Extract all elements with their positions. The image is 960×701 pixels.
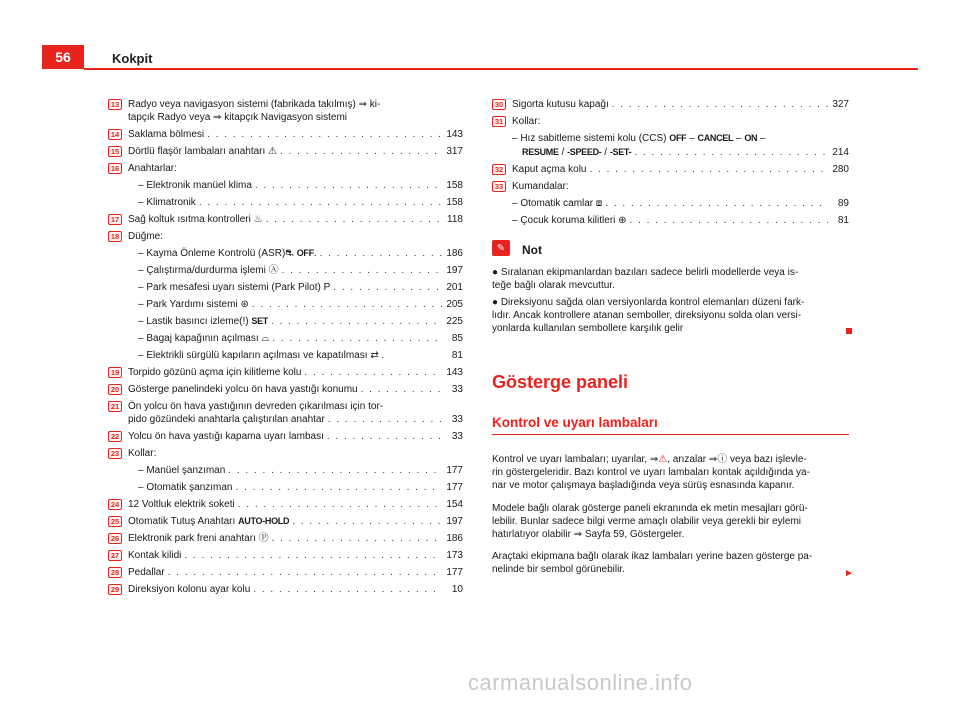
paragraph-line: nar ve motor çalışmaya başladığında veya sürüş esnasında kapanır. bbox=[492, 480, 795, 491]
sub-label: – Çocuk koruma kilitleri bbox=[512, 215, 616, 226]
paragraph-line: nelinde bir sembol görünebilir. bbox=[492, 564, 625, 575]
note-bullet-2 bbox=[492, 296, 849, 335]
page-ref[interactable]: 85 bbox=[451, 333, 463, 344]
leader-dots bbox=[252, 298, 442, 311]
page-ref[interactable]: 143 bbox=[446, 129, 463, 140]
separator: – bbox=[733, 133, 745, 144]
sub-label: – Park Yardımı sistemi bbox=[138, 299, 238, 310]
item-number-badge: 23 bbox=[108, 448, 122, 459]
item-number-badge: 17 bbox=[108, 214, 122, 225]
item-label: Anahtarlar: bbox=[128, 163, 177, 174]
toc-line bbox=[128, 128, 463, 141]
toc-subline bbox=[138, 298, 463, 311]
item-label: Sağ koltuk ısıtma kontrolleri bbox=[128, 214, 251, 225]
leader-dots bbox=[280, 145, 442, 158]
item-number-badge: 19 bbox=[108, 367, 122, 378]
page-ref[interactable]: 154 bbox=[446, 499, 463, 510]
item-number-badge: 27 bbox=[108, 550, 122, 561]
toc-line bbox=[512, 115, 849, 128]
page-ref[interactable]: 81 bbox=[837, 215, 849, 226]
page-ref[interactable]: 186 bbox=[446, 533, 463, 544]
set-badge: -SET- bbox=[609, 147, 632, 157]
item-number-badge: 29 bbox=[108, 584, 122, 595]
sub-label: – Çalıştırma/durdurma işlemi bbox=[138, 265, 266, 276]
page-header-title: Kokpit bbox=[112, 51, 153, 66]
toc-line bbox=[128, 515, 463, 528]
off-badge: OFF bbox=[669, 133, 687, 143]
header-divider bbox=[84, 68, 918, 70]
text-span: Kontrol ve uyarı lambaları; uyarılar, ⇒ bbox=[492, 454, 659, 465]
leader-dots bbox=[253, 583, 442, 596]
sub-label: – Elektronik manüel klima bbox=[138, 180, 252, 191]
item-label: Dörtlü flaşör lambaları anahtarı bbox=[128, 146, 266, 157]
off-badge: OFF bbox=[296, 248, 314, 258]
paragraph-line: Araçtaki ekipmana bağlı olarak ikaz lambaları yerine bazen gösterge pa- bbox=[492, 551, 813, 562]
toc-line bbox=[128, 566, 463, 579]
toc-subline bbox=[512, 132, 849, 145]
asr-skid-icon: ⛐ bbox=[285, 248, 294, 259]
toc-subline bbox=[138, 315, 463, 328]
item-label: Kollar: bbox=[512, 116, 541, 127]
item-label: Kaput açma kolu bbox=[512, 164, 587, 175]
speed-badge: -SPEED- bbox=[567, 147, 602, 157]
toc-line bbox=[128, 230, 463, 243]
leader-dots bbox=[271, 315, 442, 328]
section-end-marker bbox=[846, 328, 852, 334]
item-number-badge: 33 bbox=[492, 181, 506, 192]
toc-subline: – Kayma Önleme Kontrolü (ASR)⛐ OFF. . . . 186 bbox=[138, 247, 463, 260]
page-ref[interactable]: 33 bbox=[451, 431, 463, 442]
item-label: Pedallar bbox=[128, 567, 165, 578]
leader-dots bbox=[320, 247, 442, 260]
item-text bbox=[128, 98, 463, 124]
watermark: carmanualsonline.info bbox=[468, 670, 693, 695]
text-span: , arızalar ⇒ bbox=[667, 454, 718, 465]
toc-subline bbox=[512, 214, 849, 227]
power-window-icon: ⧈ bbox=[595, 198, 603, 209]
item-number-badge: 24 bbox=[108, 499, 122, 510]
park-assist-icon: ⊛ bbox=[240, 299, 249, 310]
leader-dots bbox=[634, 146, 828, 159]
leader-dots bbox=[292, 515, 442, 528]
note-title: Not bbox=[522, 243, 542, 257]
sub-label: – Hız sabitleme sistemi kolu (CCS) bbox=[512, 133, 667, 144]
page-ref[interactable]: 177 bbox=[446, 465, 463, 476]
note-icon: ✎ bbox=[492, 240, 510, 256]
leader-dots bbox=[304, 366, 442, 379]
page-ref[interactable]: 158 bbox=[446, 197, 463, 208]
leader-dots bbox=[272, 532, 442, 545]
text-span: veya bazı işlevle- bbox=[727, 454, 807, 465]
leader-dots bbox=[255, 179, 442, 192]
item-label: Kontak kilidi bbox=[128, 550, 182, 561]
toc-subline bbox=[138, 481, 463, 494]
sub-label: – Otomatik şanzıman bbox=[138, 482, 233, 493]
leader-dots bbox=[327, 430, 442, 443]
toc-line bbox=[512, 98, 849, 111]
page-ref[interactable]: 186 bbox=[446, 248, 463, 259]
separator: – bbox=[757, 133, 766, 144]
section-title: Gösterge paneli bbox=[492, 372, 629, 392]
paragraph-line: rin göstergeleridir. Bazı kontrol ve uyarı lambaları kontak açıldığında ya- bbox=[492, 467, 810, 478]
item-number-badge: 15 bbox=[108, 146, 122, 157]
toc-line bbox=[128, 583, 463, 596]
tailgate-icon: ⌓ bbox=[261, 333, 270, 344]
subsection-title: Kontrol ve uyarı lambaları bbox=[492, 415, 658, 430]
item-label: Elektronik park freni anahtarı bbox=[128, 533, 256, 544]
item-label: Gösterge panelindeki yolcu ön hava yastığı konumu bbox=[128, 384, 358, 395]
toc-line bbox=[128, 383, 463, 396]
page-ref[interactable]: 280 bbox=[832, 164, 849, 175]
toc-subline: – Elektrikli sürgülü kapıların açılması ve kapatılması ⇄ . 81 bbox=[138, 350, 463, 361]
leader-dots bbox=[630, 214, 828, 227]
note-bullet-1 bbox=[492, 266, 849, 292]
paragraph-1 bbox=[492, 453, 849, 492]
item-number-badge: 14 bbox=[108, 129, 122, 140]
page-ref[interactable]: 10 bbox=[451, 584, 463, 595]
leader-dots bbox=[168, 566, 442, 579]
separator: / bbox=[558, 147, 568, 158]
leader-dots bbox=[266, 213, 442, 226]
paragraph-line bbox=[492, 453, 849, 466]
item-text bbox=[128, 400, 463, 413]
page-ref[interactable]: 327 bbox=[832, 99, 849, 110]
item-number-badge: 30 bbox=[492, 99, 506, 110]
set-badge: SET bbox=[251, 316, 269, 326]
item-label: Kollar: bbox=[128, 448, 157, 459]
item-number-badge: 31 bbox=[492, 116, 506, 127]
sub-label: – Manüel şanzıman bbox=[138, 465, 226, 476]
toc-subline bbox=[138, 264, 463, 277]
toc-line bbox=[128, 430, 463, 443]
sub-label: – Kayma Önleme Kontrolü (ASR) bbox=[138, 248, 286, 259]
leader-dots bbox=[238, 498, 442, 511]
warning-triangle-icon: ⚠ bbox=[658, 454, 668, 465]
item-number-badge: 21 bbox=[108, 401, 122, 412]
child-lock-icon: ⊕ bbox=[618, 215, 627, 226]
continue-arrow-icon: ► bbox=[844, 568, 854, 579]
item-text-line: Radyo veya navigasyon sistemi (fabrikada takılmış) ⇒ ki- bbox=[128, 99, 381, 110]
item-number-badge: 13 bbox=[108, 99, 122, 110]
toc-line bbox=[512, 163, 849, 176]
item-label: Torpido gözünü açma için kilitleme kolu bbox=[128, 367, 302, 378]
page-ref[interactable]: 81 bbox=[451, 350, 463, 361]
toc-subline bbox=[138, 281, 463, 294]
sub-label: – Otomatik camlar bbox=[512, 198, 594, 209]
note-line: ● Sıralanan ekipmanlardan bazıları sadece belirli modellerde veya is- bbox=[492, 267, 799, 278]
toc-line bbox=[128, 162, 463, 175]
leader-dots bbox=[612, 98, 828, 111]
leader-dots bbox=[605, 197, 828, 210]
tire-pressure-icon: (!) bbox=[239, 316, 249, 327]
toc-subline bbox=[138, 196, 463, 209]
toc-line bbox=[128, 532, 463, 545]
page-ref[interactable]: 197 bbox=[446, 265, 463, 276]
note-line: ● Direksiyonu sağda olan versiyonlarda kontrol elemanları düzeni fark- bbox=[492, 297, 805, 308]
start-stop-icon: Ⓐ bbox=[268, 265, 279, 276]
hazard-triangle-icon: ⚠ bbox=[268, 146, 278, 157]
item-text-line: Ön yolcu ön hava yastığının devreden çıkarılması için tor- bbox=[128, 401, 384, 412]
separator: – bbox=[686, 133, 698, 144]
toc-line bbox=[128, 447, 463, 460]
toc-line bbox=[128, 145, 463, 158]
toc-line bbox=[128, 366, 463, 379]
item-label: pido gözündeki anahtarla çalıştırılan anahtar bbox=[128, 414, 325, 425]
leader-dots bbox=[272, 332, 442, 345]
page-ref[interactable]: 143 bbox=[446, 367, 463, 378]
item-label: Direksiyon kolonu ayar kolu bbox=[128, 584, 251, 595]
paragraph-line: hatırlatıyor olabilir ⇒ Sayfa 59, Göstergeler. bbox=[492, 529, 685, 540]
sub-label: – Lastik basıncı izleme bbox=[138, 316, 240, 327]
paragraph-2 bbox=[492, 502, 849, 541]
item-label: Yolcu ön hava yastığı kapama uyarı lambası bbox=[128, 431, 324, 442]
item-text-line: tapçık Radyo veya ⇒ kitapçık Navigasyon sistemi bbox=[128, 112, 348, 123]
subsection-divider bbox=[492, 434, 849, 435]
page-ref[interactable]: 201 bbox=[446, 282, 463, 293]
leader-dots bbox=[590, 163, 829, 176]
item-label: Sigorta kutusu kapağı bbox=[512, 99, 609, 110]
item-number-badge: 18 bbox=[108, 231, 122, 242]
sliding-door-icon: ⇄ bbox=[370, 350, 379, 361]
leader-dots bbox=[282, 264, 442, 277]
leader-dots bbox=[184, 549, 442, 562]
on-badge: ON bbox=[744, 133, 758, 143]
info-circle-icon: ⓘ bbox=[717, 454, 728, 465]
page-ref[interactable]: 158 bbox=[446, 180, 463, 191]
toc-subline bbox=[512, 197, 849, 210]
seat-heating-icon: ♨ bbox=[253, 214, 263, 225]
note-line: yonlarda kullanılan sembollere karşılık gelir bbox=[492, 323, 684, 334]
toc-subline bbox=[522, 146, 849, 159]
paragraph-line: Modele bağlı olarak gösterge paneli ekranında ek metin mesajları görü- bbox=[492, 503, 808, 514]
toc-subline bbox=[138, 179, 463, 192]
leader-dots bbox=[228, 464, 442, 477]
page-ref[interactable]: 225 bbox=[446, 316, 463, 327]
leader-dots bbox=[333, 281, 442, 294]
page-ref[interactable]: 89 bbox=[837, 198, 849, 209]
item-number-badge: 16 bbox=[108, 163, 122, 174]
toc-line bbox=[128, 213, 463, 226]
item-number-badge: 20 bbox=[108, 384, 122, 395]
item-label: 12 Voltluk elektrik soketi bbox=[128, 499, 235, 510]
leader-dots bbox=[207, 128, 442, 141]
resume-badge: RESUME bbox=[522, 147, 559, 157]
item-number-badge: 25 bbox=[108, 516, 122, 527]
toc-line bbox=[512, 180, 849, 193]
item-label: Kumandalar: bbox=[512, 181, 569, 192]
page-ref[interactable]: 205 bbox=[446, 299, 463, 310]
page-ref[interactable]: 173 bbox=[446, 550, 463, 561]
sub-label: – Elektrikli sürgülü kapıların açılması ve kapatılması bbox=[138, 350, 368, 361]
toc-subline bbox=[138, 332, 463, 345]
toc-line bbox=[128, 498, 463, 511]
item-number-badge: 26 bbox=[108, 533, 122, 544]
toc-subline bbox=[138, 464, 463, 477]
page-ref[interactable]: 197 bbox=[446, 516, 463, 527]
sub-label: – Klimatronik bbox=[138, 197, 196, 208]
leader-dots bbox=[361, 383, 442, 396]
item-number-badge: 22 bbox=[108, 431, 122, 442]
parking-brake-icon: Ⓟ bbox=[258, 533, 269, 544]
page-ref[interactable]: 177 bbox=[446, 567, 463, 578]
leader-dots bbox=[235, 481, 442, 494]
page-ref[interactable]: 317 bbox=[446, 146, 463, 157]
item-number-badge: 32 bbox=[492, 164, 506, 175]
toc-line bbox=[128, 413, 463, 426]
note-line: teğe bağlı olarak mevcuttur. bbox=[492, 280, 615, 291]
leader-dots bbox=[199, 196, 442, 209]
cancel-badge: CANCEL bbox=[697, 133, 734, 143]
paragraph-3 bbox=[492, 550, 849, 576]
item-label: Otomatik Tutuş Anahtarı bbox=[128, 516, 236, 527]
paragraph-line: lebilir. Bunlar sadece bilgi verme amaçlı olabilir veya gerekli bir eylemi bbox=[492, 516, 802, 527]
page-ref[interactable]: 33 bbox=[451, 414, 463, 425]
park-pilot-icon: P bbox=[323, 282, 331, 293]
separator: / bbox=[601, 147, 610, 158]
sub-label: – Bagaj kapağının açılması bbox=[138, 333, 259, 344]
item-number-badge: 28 bbox=[108, 567, 122, 578]
page-ref[interactable]: 177 bbox=[446, 482, 463, 493]
item-label: Saklama bölmesi bbox=[128, 129, 205, 140]
page-ref[interactable]: 33 bbox=[451, 384, 463, 395]
leader-dots bbox=[328, 413, 442, 426]
page-ref[interactable]: 214 bbox=[832, 147, 849, 158]
auto-hold-badge: AUTO-HOLD bbox=[238, 516, 290, 526]
note-line: lıdır. Ancak kontrollere atanan semboller, direksiyonu solda olan versi- bbox=[492, 310, 802, 321]
toc-line bbox=[128, 549, 463, 562]
item-label: Düğme: bbox=[128, 231, 164, 242]
page-ref[interactable]: 118 bbox=[447, 214, 463, 225]
sub-label: – Park mesafesi uyarı sistemi (Park Pilot) bbox=[138, 282, 321, 293]
page-number: 56 bbox=[42, 45, 84, 69]
